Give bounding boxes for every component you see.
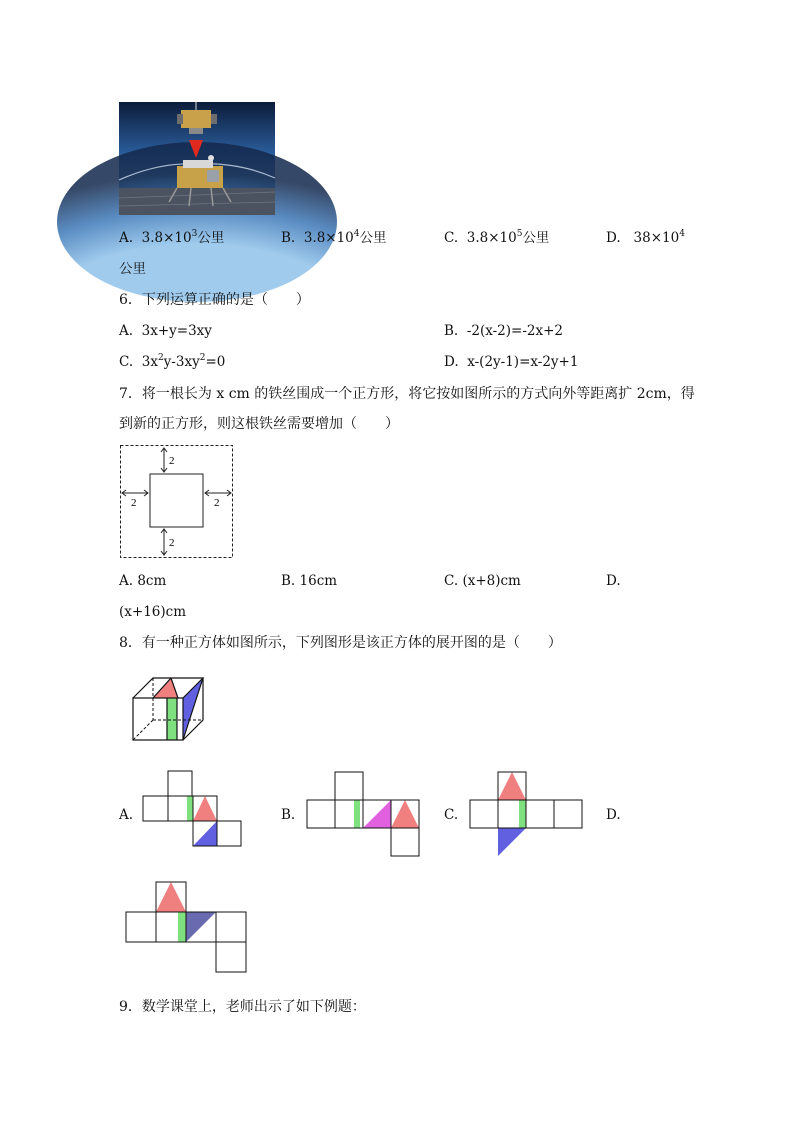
label-right: 2 bbox=[214, 497, 220, 509]
q5-option-c-unit: 公里 bbox=[522, 230, 550, 246]
q6-option-a-letter: A. bbox=[119, 323, 134, 339]
net-c-red-triangle bbox=[498, 772, 526, 800]
q6-option-c[interactable] bbox=[119, 353, 225, 371]
q7-option-d-letter[interactable]: D. bbox=[606, 573, 621, 589]
net-b[interactable] bbox=[307, 771, 422, 857]
q7-stem-line2: 到新的正方形，则这根铁丝需要增加（ ） bbox=[119, 416, 399, 432]
net-b-magenta-triangle bbox=[363, 800, 391, 828]
net-c-green-strip bbox=[519, 800, 526, 828]
q7-option-d-text: (x+16)cm bbox=[119, 604, 186, 620]
q7-option-a-text: 8cm bbox=[137, 573, 167, 589]
label-top: 2 bbox=[169, 455, 175, 467]
q5-option-c[interactable] bbox=[444, 229, 549, 247]
q6-stem: 6．下列运算正确的是（ ） bbox=[119, 292, 310, 308]
q7-stem-line1: 7．将一根长为 x cm 的铁丝围成一个正方形，将它按如图所示的方式向外等距离扩 2cm，得 bbox=[119, 386, 695, 402]
q5-option-b-base: 3.8×10 bbox=[303, 230, 354, 246]
q6-option-d[interactable] bbox=[444, 353, 578, 371]
net-d-red-triangle bbox=[156, 882, 186, 912]
q5-option-d-exp: 4 bbox=[679, 229, 685, 239]
inner-square bbox=[150, 474, 203, 527]
net-a[interactable] bbox=[143, 771, 243, 847]
q8-option-d-letter[interactable]: D. bbox=[606, 807, 621, 823]
q7-option-c-text: (x+8)cm bbox=[462, 573, 521, 589]
q6-option-c-pre: 3x bbox=[141, 354, 158, 370]
q7-option-b-text: 16cm bbox=[299, 573, 338, 589]
q5-option-b-exp: 4 bbox=[353, 229, 360, 239]
q5-option-b-unit: 公里 bbox=[359, 230, 387, 246]
label-bottom: 2 bbox=[169, 537, 175, 549]
q5-option-a-exp: 3 bbox=[191, 229, 198, 239]
cube-green-strip bbox=[167, 698, 177, 740]
q5-option-d-unit-wrap: 公里 bbox=[119, 261, 146, 277]
top-arrow bbox=[161, 448, 167, 472]
q8-option-c-letter[interactable]: C. bbox=[444, 807, 459, 823]
left-arrow bbox=[122, 490, 148, 496]
q6-option-b[interactable] bbox=[444, 322, 563, 340]
bottom-arrow bbox=[161, 529, 167, 555]
q5-option-a[interactable] bbox=[119, 229, 224, 247]
q5-option-c-letter: C. bbox=[444, 230, 459, 246]
q6-option-b-letter: B. bbox=[444, 323, 459, 339]
net-b-red-triangle bbox=[391, 800, 419, 828]
q7-option-a[interactable] bbox=[119, 572, 166, 590]
q6-option-a[interactable] bbox=[119, 322, 212, 340]
q5-option-d-base: 38×10 bbox=[633, 230, 680, 246]
q5-option-d[interactable] bbox=[606, 229, 685, 247]
q5-option-a-letter: A. bbox=[119, 230, 134, 246]
q5-option-b-letter: B. bbox=[281, 230, 296, 246]
q6-option-c-post: =0 bbox=[205, 354, 226, 370]
net-d[interactable] bbox=[126, 881, 250, 973]
q6-option-c-exp1: 2 bbox=[157, 353, 164, 363]
net-a-blue-triangle bbox=[193, 821, 217, 846]
q8-option-a-letter[interactable]: A. bbox=[119, 807, 134, 823]
q7-option-b-letter: B. bbox=[281, 573, 296, 589]
q6-option-b-text: -2(x-2)=-2x+2 bbox=[466, 323, 563, 339]
q6-option-c-exp2: 2 bbox=[199, 353, 206, 363]
net-c[interactable] bbox=[470, 771, 585, 859]
right-arrow bbox=[205, 490, 231, 496]
q7-option-c-letter: C. bbox=[444, 573, 459, 589]
q7-option-b[interactable] bbox=[281, 572, 337, 590]
q6-option-d-text: x-(2y-1)=x-2y+1 bbox=[467, 354, 579, 370]
net-c-blue-triangle bbox=[498, 828, 526, 856]
label-left: 2 bbox=[131, 497, 137, 509]
q7-option-c[interactable] bbox=[444, 572, 521, 590]
q6-option-c-mid: y-3xy bbox=[163, 354, 200, 370]
q5-option-c-exp: 5 bbox=[516, 229, 523, 239]
cube-figure bbox=[131, 676, 211, 744]
net-a-green-strip bbox=[187, 796, 193, 821]
net-d-green-strip bbox=[178, 912, 186, 942]
lunar-lander-photo bbox=[119, 102, 275, 215]
q5-option-a-base: 3.8×10 bbox=[141, 230, 192, 246]
q5-option-b[interactable] bbox=[281, 229, 387, 247]
q7-option-a-letter: A. bbox=[119, 573, 134, 589]
q9-stem: 9．数学课堂上，老师出示了如下例题： bbox=[119, 999, 366, 1015]
q6-option-c-letter: C. bbox=[119, 354, 134, 370]
q6-option-a-text: 3x+y=3xy bbox=[141, 323, 212, 339]
net-b-green-strip bbox=[354, 800, 360, 828]
q5-option-c-base: 3.8×10 bbox=[466, 230, 517, 246]
q5-option-d-letter: D. bbox=[606, 230, 621, 246]
q6-option-d-letter: D. bbox=[444, 354, 459, 370]
expanded-square-figure bbox=[120, 445, 234, 559]
net-d-dark-blue-triangle bbox=[186, 912, 216, 942]
q8-option-b-letter[interactable]: B. bbox=[281, 807, 296, 823]
q8-stem: 8．有一种正方体如图所示，下列图形是该正方体的展开图的是（ ） bbox=[119, 635, 562, 651]
q5-option-a-unit: 公里 bbox=[197, 230, 225, 246]
